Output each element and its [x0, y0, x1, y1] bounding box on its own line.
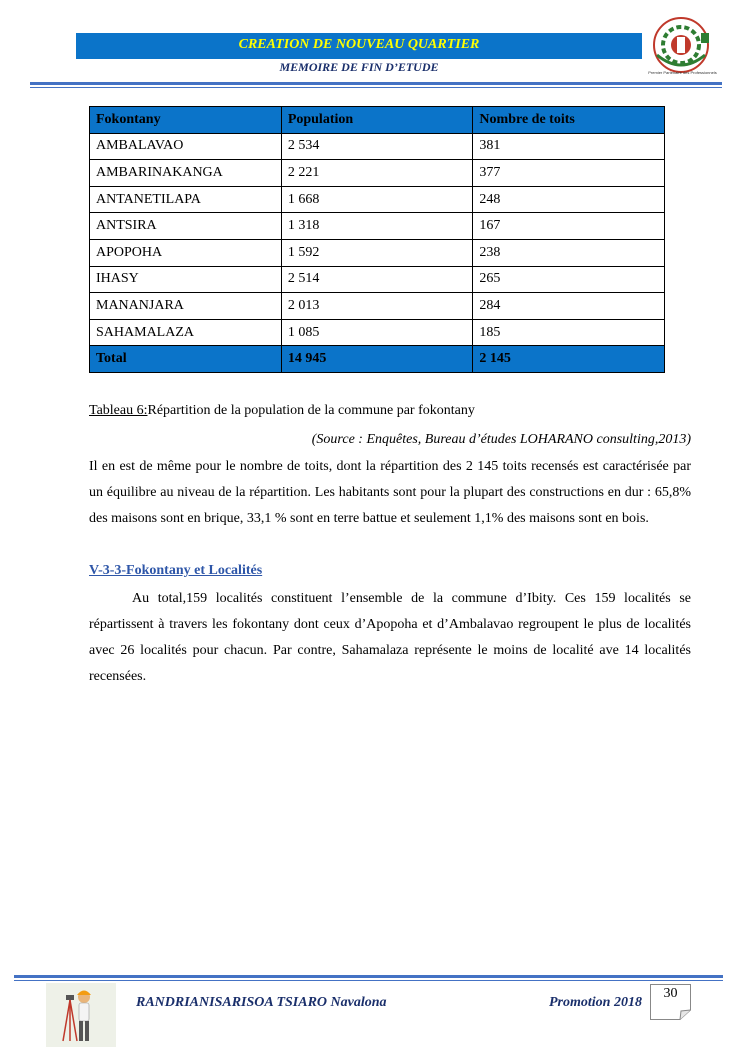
column-header: Nombre de toits [473, 107, 665, 134]
table-cell: 1 085 [281, 319, 473, 346]
surveyor-illustration-icon [46, 983, 116, 1047]
table-cell: 381 [473, 133, 665, 160]
body-paragraph: Il en est de même pour le nombre de toits, dont la répartition des 2 145 toits recensés est caractérisée par un équilibre au niveau de la répartition. Les habitants sont pour la plupart des constructions en dur : 65,8% des maisons sont en brique, 33,1 % sont en terre battue et seulement 1,1% des maisons sont en bois. [89, 459, 691, 526]
table-row [90, 266, 665, 293]
table-row [90, 160, 665, 187]
table-cell: 1 668 [281, 186, 473, 213]
logo-caption: Premier Partenaire des Professionnels [648, 70, 717, 75]
total-label: Total [90, 346, 282, 373]
footer-rule-thin [14, 980, 723, 981]
table-cell: ANTSIRA [90, 213, 282, 240]
footer-rule [14, 975, 723, 978]
table-cell: APOPOHA [90, 239, 282, 266]
section-heading: V-3-3-Fokontany et Localités [89, 563, 263, 578]
header-subtitle: MEMOIRE DE FIN D’ETUDE [279, 60, 439, 74]
table-row [90, 293, 665, 320]
table-cell: 2 534 [281, 133, 473, 160]
table-source: (Source : Enquêtes, Bureau d’études LOHARANO consulting,2013) [311, 432, 691, 447]
footer-promotion: Promotion 2018 [549, 995, 642, 1010]
table-cell: 1 592 [281, 239, 473, 266]
table-cell: 284 [473, 293, 665, 320]
column-header: Population [281, 107, 473, 134]
table-cell: AMBARINAKANGA [90, 160, 282, 187]
page-number: 30 [663, 986, 678, 1001]
total-roofs: 2 145 [473, 346, 665, 373]
caption-text: Répartition de la population de la commune par fokontany [147, 403, 475, 418]
column-header: Fokontany [90, 107, 282, 134]
table-cell: 2 221 [281, 160, 473, 187]
table-cell: AMBALAVAO [90, 133, 282, 160]
table-cell: 1 318 [281, 213, 473, 240]
header-rule-thin [30, 87, 722, 88]
table-cell: SAHAMALAZA [90, 319, 282, 346]
total-population: 14 945 [281, 346, 473, 373]
table-row [90, 239, 665, 266]
table-caption [89, 403, 475, 419]
table-cell: 248 [473, 186, 665, 213]
table-cell: 265 [473, 266, 665, 293]
table-cell: 185 [473, 319, 665, 346]
table-cell: 377 [473, 160, 665, 187]
caption-label: Tableau 6: [89, 403, 148, 418]
table-cell: 167 [473, 213, 665, 240]
table-cell: 2 514 [281, 266, 473, 293]
body-paragraph: Au total,159 localités constituent l’ensemble de la commune d’Ibity. Ces 159 localités se répartissent à travers les fokontany dont ceux d’Apopoha et d’Ambalavao regroupent le plus de localités avec 26 localités pour chacun. Par contre, Sahamalaza représente le moins de localité ave 14 localités recensées. [89, 591, 691, 684]
table-cell: 238 [473, 239, 665, 266]
table-cell: MANANJARA [90, 293, 282, 320]
header-rule [30, 82, 722, 85]
population-table [89, 106, 665, 373]
table-total-row [90, 346, 665, 373]
table-cell: IHASY [90, 266, 282, 293]
table-cell: ANTANETILAPA [90, 186, 282, 213]
table-row [90, 319, 665, 346]
table-cell: 2 013 [281, 293, 473, 320]
table-row [90, 133, 665, 160]
footer-author: RANDRIANISARISOA TSIARO Navalona [136, 995, 387, 1010]
table-header-row [90, 107, 665, 134]
table-row [90, 186, 665, 213]
header-title: CREATION DE NOUVEAU QUARTIER [238, 37, 480, 52]
table-row [90, 213, 665, 240]
